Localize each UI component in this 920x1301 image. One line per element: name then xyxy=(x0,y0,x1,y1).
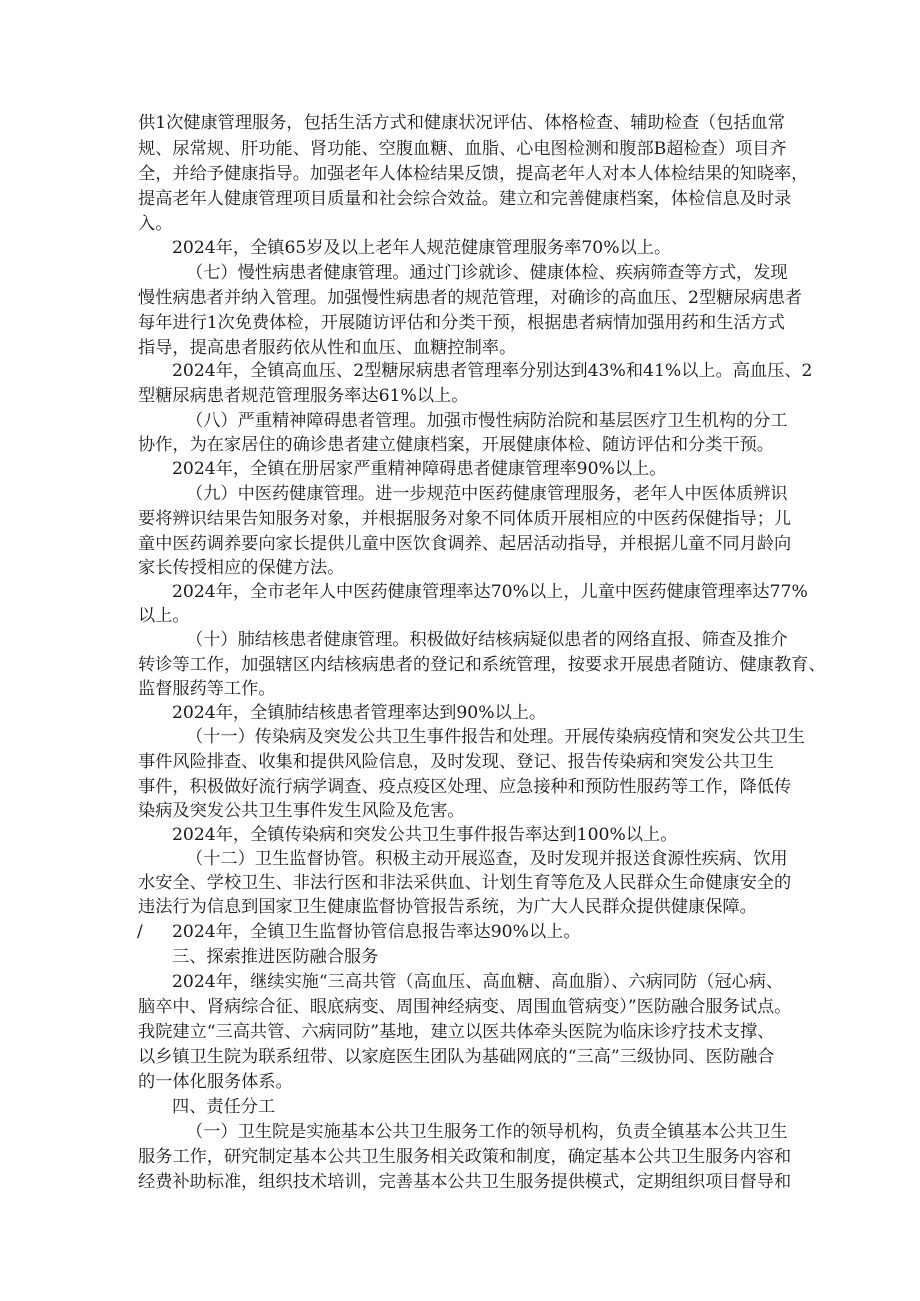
text-line: 慢性病患者并纳入管理。加强慢性病患者的规范管理，对确诊的高血压、2型糖尿病患者 xyxy=(138,288,803,308)
text-line: 家长传授相应的保健方法。 xyxy=(138,558,345,578)
text-line: 要将辨识结果告知服务对象，并根据服务对象不同体质开展相应的中医药保健指导；儿 xyxy=(138,509,792,529)
text-line: 经费补助标准，组织技术培训，完善基本公共卫生服务提供模式，定期组织项目督导和 xyxy=(138,1172,792,1192)
section-heading: 四、责任分工 xyxy=(172,1097,276,1117)
text-line: （十一）传染病及突发公共卫生事件报告和处理。开展传染病疫情和突发公共卫生 xyxy=(186,727,805,747)
text-line: 水安全、学校卫生、非法行医和非法采供血、计划生育等危及人民群众生命健康安全的 xyxy=(138,873,792,893)
text-line: 指导，提高患者服药依从性和血压、血糖控制率。 xyxy=(138,338,517,358)
text-line: 协作，为在家居住的确诊患者建立健康档案，开展健康体检、随访评估和分类干预。 xyxy=(138,435,774,455)
text-line: 转诊等工作，加强辖区内结核病患者的登记和系统管理，按要求开展患者随访、健康教育、 xyxy=(138,655,826,675)
text-line: 型糖尿病患者规范管理服务率达61%以上。 xyxy=(138,386,469,406)
text-line: 事件，积极做好流行病学调查、疫点疫区处理、应急接种和预防性服药等工作，降低传 xyxy=(138,777,792,797)
text-line: 提高老年人健康管理项目质量和社会综合效益。建立和完善健康档案，体检信息及时录 xyxy=(138,189,792,209)
text-line: 事件风险排查、收集和提供风险信息，及时发现、登记、报告传染病和突发公共卫生 xyxy=(138,752,774,772)
text-line: 监督服药等工作。 xyxy=(138,679,276,699)
text-line: 违法行为信息到国家卫生健康监督协管报告系统，为广大人民群众提供健康保障。 xyxy=(138,897,757,917)
text-line: （一）卫生院是实施基本公共卫生服务工作的领导机构，负责全镇基本公共卫生 xyxy=(186,1122,788,1142)
text-line: 我院建立“三高共管、六病同防”基地，建立以医共体牵头医院为临床诊疗技术支撑、 xyxy=(138,1022,775,1042)
text-line: （八）严重精神障碍患者管理。加强市慢性病防治院和基层医疗卫生机构的分工 xyxy=(186,411,788,431)
text-line: 以乡镇卫生院为联系纽带、以家庭医生团队为基础网底的“三高”三级协同、医防融合 xyxy=(138,1047,775,1067)
text-line: （十）肺结核患者健康管理。积极做好结核病疑似患者的网络直报、筛查及推介 xyxy=(186,630,788,650)
text-line: 2024年，全镇高血压、2型糖尿病患者管理率分别达到43%和41%以上。高血压、2 xyxy=(172,361,813,381)
text-line: 2024年，全市老年人中医药健康管理率达70%以上，儿童中医药健康管理率达77% xyxy=(172,582,808,602)
text-line: 2024年，全镇肺结核患者管理率达到90%以上。 xyxy=(172,703,547,723)
text-line: 全，并给予健康指导。加强老年人体检结果反馈，提高老年人对本人体检结果的知晓率， xyxy=(138,164,809,184)
section-heading: 三、探索推进医防融合服务 xyxy=(172,947,379,967)
text-line: 2024年，全镇传染病和突发公共卫生事件报告率达到100%以上。 xyxy=(172,825,678,845)
text-line: 入。 xyxy=(138,214,173,234)
text-line: （十二）卫生监督协管。积极主动开展巡查，及时发现并报送食源性疾病、饮用 xyxy=(186,849,788,869)
text-line: 规、尿常规、肝功能、肾功能、空腹血糖、血脂、心电图检测和腹部B超检查）项目齐 xyxy=(138,139,787,159)
text-line: 的一体化服务体系。 xyxy=(138,1072,293,1092)
text-line: （九）中医药健康管理。进一步规范中医药健康管理服务，老年人中医体质辨识 xyxy=(186,484,788,504)
stray-mark: / xyxy=(137,922,143,942)
text-line: 以上。 xyxy=(138,606,190,626)
text-line: 服务工作，研究制定基本公共卫生服务相关政策和制度，确定基本公共卫生服务内容和 xyxy=(138,1147,792,1167)
text-line: 染病及突发公共卫生事件发生风险及危害。 xyxy=(138,801,465,821)
text-line: （七）慢性病患者健康管理。通过门诊就诊、健康体检、疾病筛查等方式，发现 xyxy=(186,263,788,283)
text-line: 每年进行1次免费体检，开展随访评估和分类干预，根据患者病情加强用药和生活方式 xyxy=(138,313,785,333)
text-line: 童中医药调养要向家长提供儿童中医饮食调养、起居活动指导，并根据儿童不同月龄向 xyxy=(138,534,792,554)
text-line: 供1次健康管理服务，包括生活方式和健康状况评估、体格检查、辅助检查（包括血常 xyxy=(138,113,785,133)
text-line: 2024年，继续实施“三高共管（高血压、高血糖、高血脂）、六病同防（冠心病、 xyxy=(172,972,784,992)
text-line: 2024年，全镇在册居家严重精神障碍患者健康管理率90%以上。 xyxy=(172,459,667,479)
text-line: 脑卒中、肾病综合征、眼底病变、周围神经病变、周围血管病变）”医防融合服务试点。 xyxy=(138,997,792,1017)
text-line: 2024年，全镇65岁及以上老年人规范健康管理服务率70%以上。 xyxy=(172,238,672,258)
text-line: 2024年，全镇卫生监督协管信息报告率达90%以上。 xyxy=(172,922,581,942)
